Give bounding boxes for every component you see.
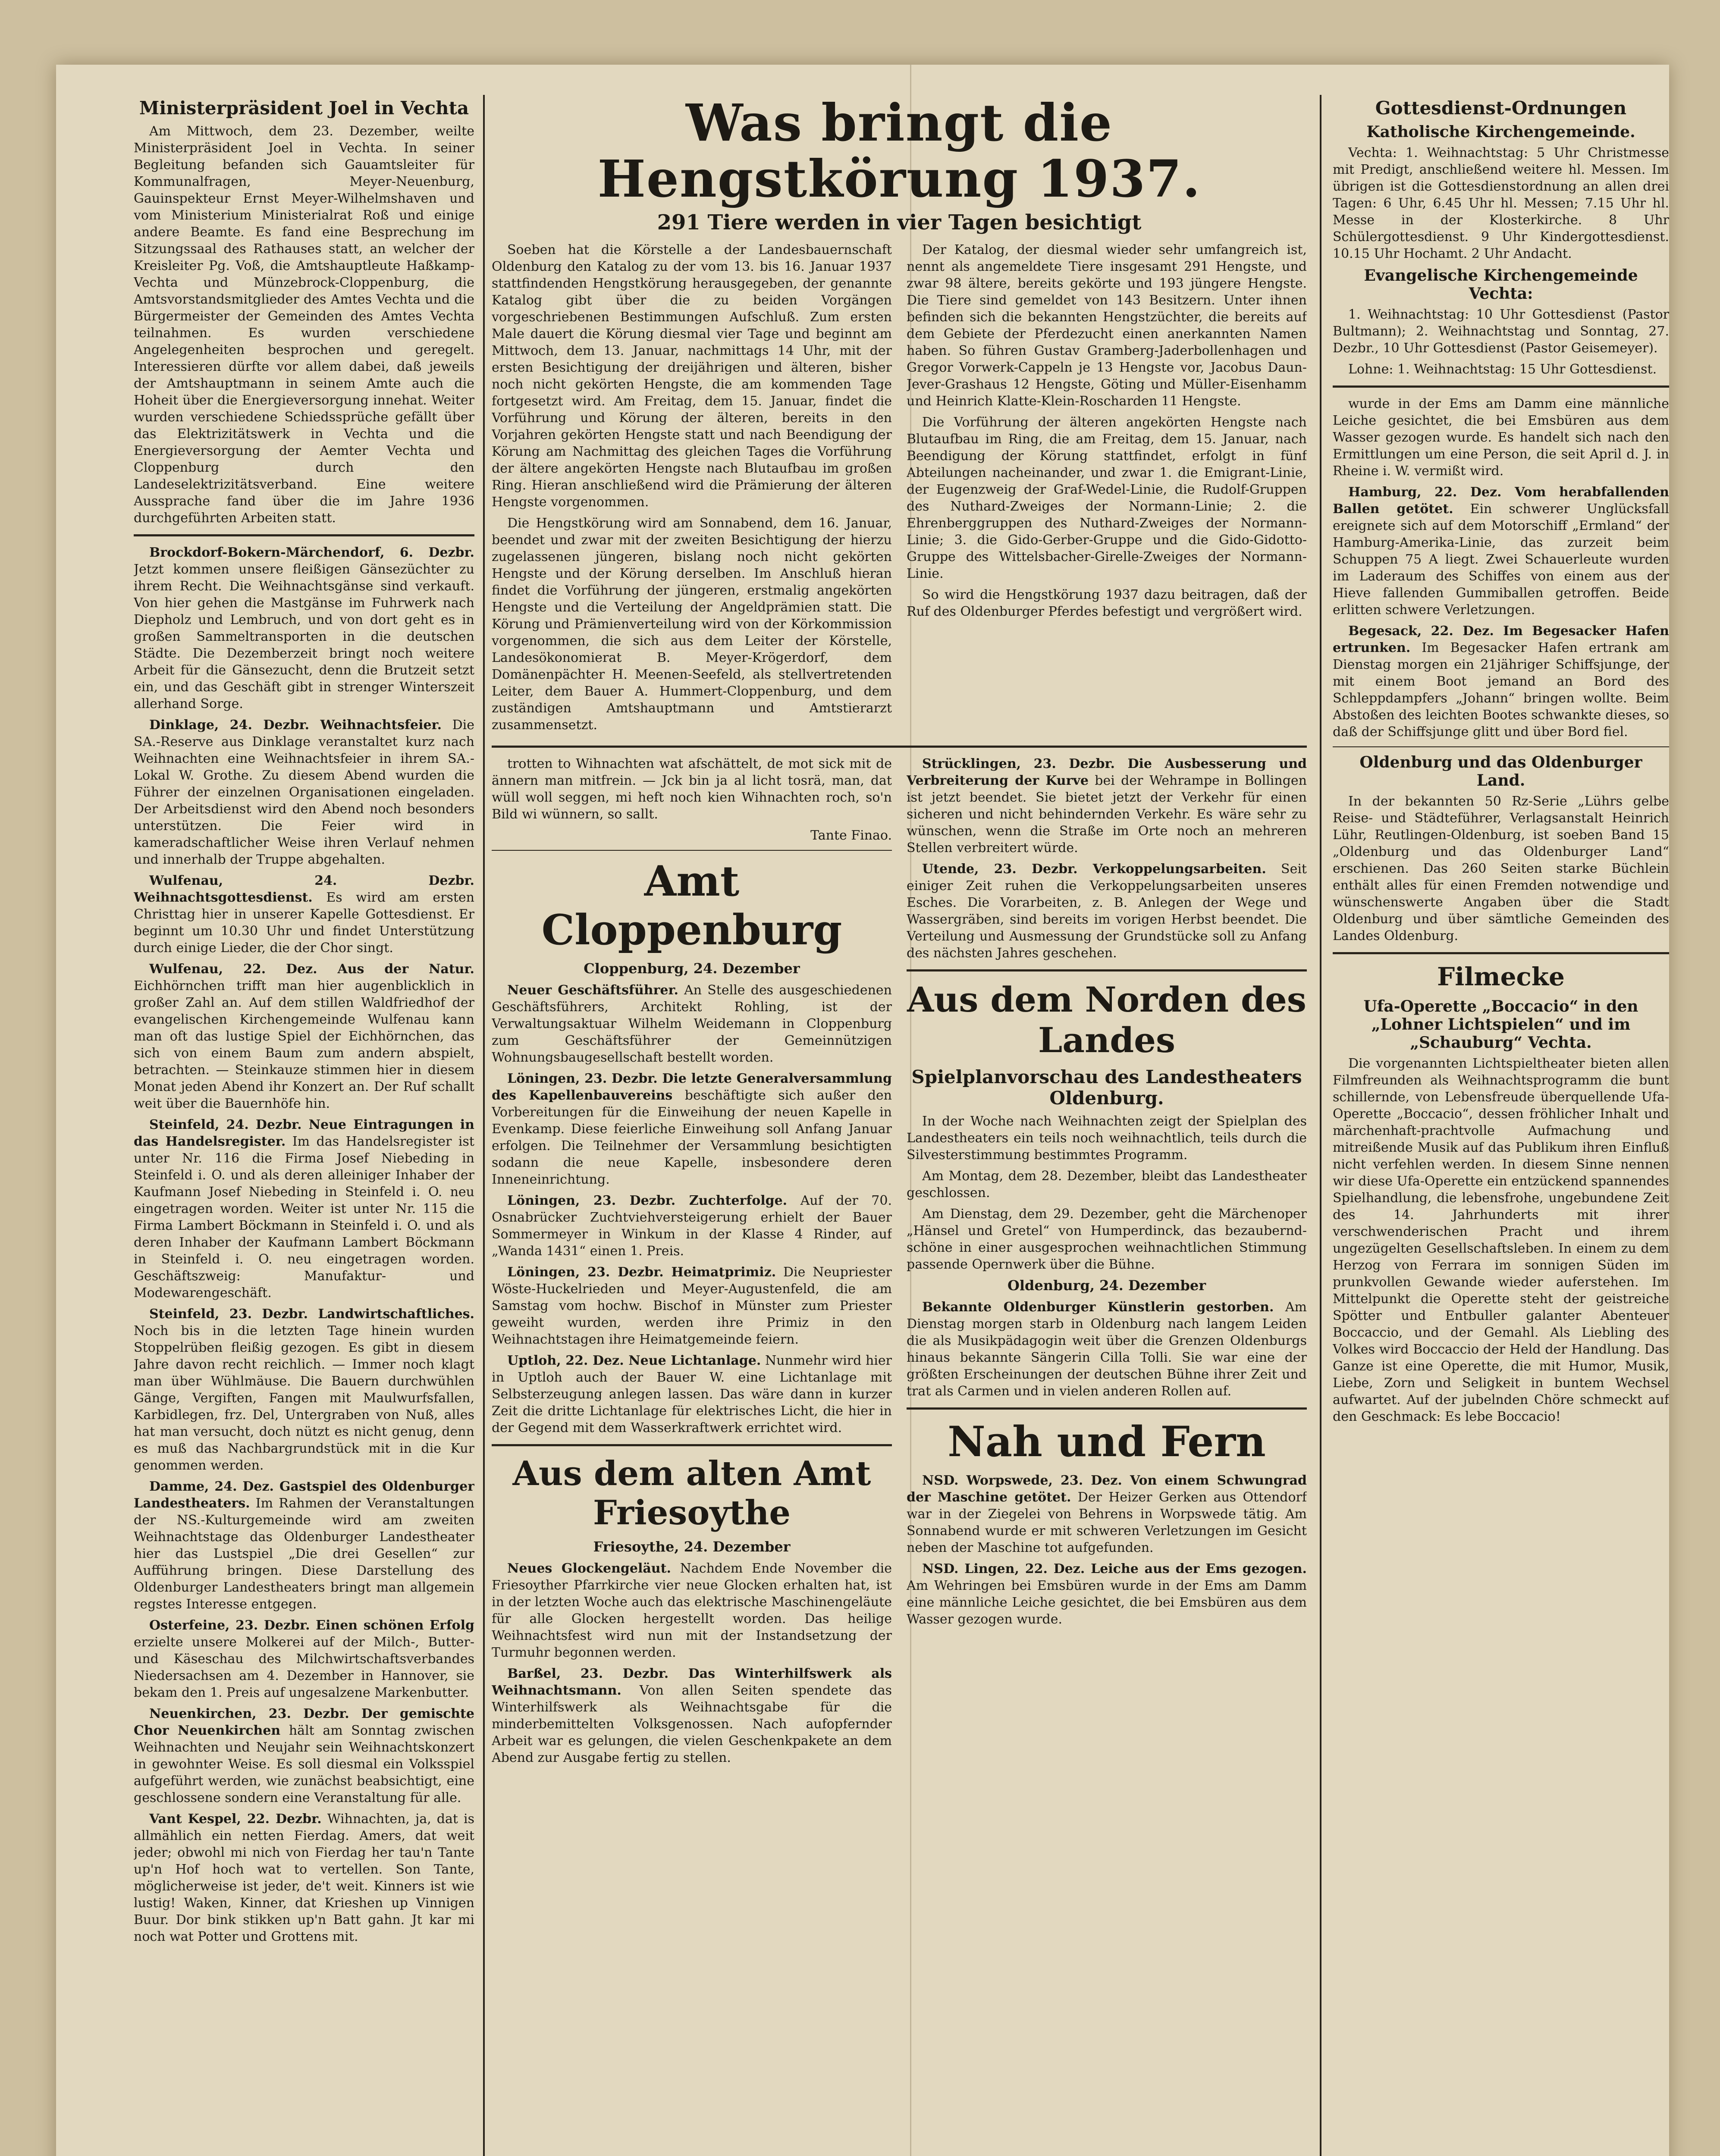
news-item-text: hält am Sonntag zwischen Weihnachten und Neujahr sein Weihnachtskonzert in gewohnter Weise. Es soll diesmal ein Volksspiel aufgeführt werden, wie zunächst beabsichtigt, eine geschlossene sondern eine Veranstaltung für alle. bbox=[134, 1723, 474, 1805]
newspaper-page bbox=[56, 65, 1669, 2156]
news-item-text: Von allen Seiten spendete das Winterhilfswerk als Weihnachtsgabe für die minderbemittelten Volksgenossen. Nach aufopfernder Arbeit war es gelungen, die vielen Geschenkpakete an dem Abend zur Ausgabe fertig zu stellen. bbox=[492, 1683, 892, 1765]
news-item-head: Brockdorf-Bokern-Märchendorf, 6. Dezbr. bbox=[149, 545, 474, 560]
news-item bbox=[492, 982, 892, 1066]
kath-heading: Katholische Kirchengemeinde. bbox=[1366, 123, 1635, 141]
tante-signature: Tante Finao. bbox=[810, 827, 892, 843]
news-item-head: NSD. Worpswede, 23. Dez. Von einem Schwungrad der Maschine getötet. bbox=[907, 1473, 1307, 1505]
news-item-head: Steinfeld, 24. Dezbr. Neue Eintragungen in das Handelsregister. bbox=[134, 1117, 474, 1149]
news-item-text: Die SA.-Reserve aus Dinklage veranstaltet kurz nach Weihnachten eine Weihnachtsfeier in ihrem SA.-Lokal W. Grothe. Zu diesem Abend wurden die Führer der einzelnen Organisationen eingeladen. Der Arbeitsdienst wird den Abend noch besonders unterstützen. Die Feier wird in kameradschaftlicher Weise ihren Verlauf nehmen und innerhalb der Truppe abgehalten. bbox=[134, 718, 474, 867]
oldenburg-item bbox=[907, 1299, 1307, 1400]
news-item-text: Eichhörnchen trifft man hier augenblicklich in großer Zahl an. Auf dem stillen Waldfriedhof der evangelischen Kirchengemeinde Wulfenau kann man oft das lustige Spiel der Eichhörnchen, das sich von einem Baum zum andern abspielt, betrachten. — Steinkauze stimmen hier in diesem Monat jeden Abend ihr Konzert an. Der Ruf schallt weit über die Bauernhöfe hin. bbox=[134, 978, 474, 1111]
oldenburg-date: Oldenburg, 24. Dezember bbox=[1007, 1277, 1206, 1294]
news-item bbox=[1333, 484, 1669, 618]
news-item-head: Begesack, 22. Dez. Im Begesacker Hafen ertrunken. bbox=[1333, 624, 1669, 655]
hengst-para: So wird die Hengstkörung 1937 dazu beitragen, daß der Ruf des Oldenburger Pferdes befestigt und vergrößert wird. bbox=[907, 587, 1307, 619]
divider bbox=[1333, 952, 1669, 954]
news-item-text: Seit einiger Zeit ruhen die Verkoppelungsarbeiten unseres Esches. Die Vorarbeiten, z. B. Anlegen der Wege und Wassergräben, sind bereits im vorigen Herbst beendet. Die Verteilung und Ausmessung der Grundstücke soll zu Anfang des nächsten Jahres geschehen. bbox=[907, 861, 1307, 961]
news-item bbox=[134, 717, 474, 868]
oldenburg-head: Bekannte Oldenburger Künstlerin gestorben. bbox=[922, 1299, 1274, 1315]
main-headline: Was bringt die Hengstkörung 1937. bbox=[597, 95, 1201, 209]
tante-text: trotten to Wihnachten wat afschättelt, de mot sick mit de ännern man mitfrein. — Jck bin ja al licht tosrä, man, dat wüll woll seggen, mi heft noch kien Wihnachten roch, so'n Bild wi wünnern, so sallt. bbox=[492, 756, 892, 822]
news-item-head: Barßel, 23. Dezbr. Das Winterhilfswerk als Weihnachtsmann. bbox=[492, 1666, 892, 1698]
news-item-head: Utende, 23. Dezbr. Verkoppelungsarbeiten. bbox=[922, 861, 1266, 877]
amt-cloppenburg-title: Amt Cloppenburg bbox=[541, 856, 842, 954]
news-item bbox=[134, 872, 474, 956]
filmecke-text: Die vorgenannten Lichtspieltheater bieten allen Filmfreunden als Weihnachtsprogramm die bunt schillernde, von Lebensfreude überquellende Ufa-Operette „Boccacio“, dessen fröhlicher Inhalt und märchenhaft-prachtvolle Aufmachung und mitreißende Musik auf das Publikum ihren Einfluß nicht verfehlen werden. In diesem Sinne nennen wir diese Ufa-Operette ein entzückend spannendes Spielhandlung, die lebensfrohe, ungebundene Zeit des 14. Jahrhunderts mit ihrer verschwenderischen Pracht und ihrem ungezügelten Gesellschaftsleben. In einem zu dem Herzog von Ferrara im sonnigen Süden im prunkvollen Gewande wieder auferstehen. Im Mittelpunkt die Operette steht der geistreiche Spötter und Entbuller galanter Abenteuer Boccaccio, und der Gemahl. Als Liebling des Volkes wird Boccaccio der Held der Handlung. Das Ganze ist eine Operette, die mit Humor, Musik, Liebe, Zorn und Seligkeit in buntem Wechsel aufwartet. Auf der jubelnden Chöre schmeckt auf den Geschmack: Es lebe Boccacio! bbox=[1333, 1056, 1669, 1424]
news-item-text: Im das Handelsregister ist unter Nr. 116 die Firma Josef Niebeding in Steinfeld i. O. und als deren alleiniger Inhaber der Kaufmann Josef Niebeding in Steinfeld i. O. neu eingetragen worden. Weiter ist unter Nr. 115 die Firma Lambert Böckmann in Steinfeld i. O. und als deren Inhaber der Kaufmann Lambert Böckmann in Steinfeld i. O. neu eingetragen worden. Geschäftszweig: Manufaktur- und Modewarengeschäft. bbox=[134, 1134, 474, 1300]
news-item-text: Wihnachten, ja, dat is allmählich ein netten Fierdag. Amers, dat weit jeder; obwohl mi nich von Fierdag her tau'n Tante up'n Hof hoch wat to vertellen. Son Tante, möglicherweise ist jeder, de't weit. Kinners ist wie lustig! Waken, Kinner, dat Krieshen up Vinnigen Buur. Dor bink stikken up'n Batt gahn. Jt kar mi noch wat Potter und Grottens mit. bbox=[134, 1811, 474, 1944]
news-item-head: Neuenkirchen, 23. Dezbr. Der gemischte Chor Neuenkirchen bbox=[134, 1706, 474, 1738]
divider bbox=[134, 534, 474, 536]
divider bbox=[907, 1407, 1307, 1410]
divider bbox=[492, 1444, 892, 1446]
center-column bbox=[492, 95, 1307, 2156]
news-item bbox=[134, 1705, 474, 1806]
news-item bbox=[1333, 623, 1669, 740]
news-item-head: NSD. Lingen, 22. Dez. Leiche aus der Ems gezogen. bbox=[922, 1561, 1307, 1576]
norden-para: Am Montag, dem 28. Dezember, bleibt das Landestheater geschlossen. bbox=[907, 1168, 1307, 1200]
norden-para: In der Woche nach Weihnachten zeigt der Spielplan des Landestheaters ein teils noch weihnachtlich, teils durch die Silvesterstimmung bestimmtes Programm. bbox=[907, 1113, 1307, 1163]
center-lower-b bbox=[907, 755, 1307, 1771]
divider bbox=[1333, 746, 1669, 747]
left-lead: Am Mittwoch, dem 23. Dezember, weilte Ministerpräsident Joel in Vechta. In seiner Begleitung befanden sich Gauamtsleiter für Kommunalfragen, Meyer-Neuenburg, Gauinspekteur Ernst Meyer-Wilhelmshaven und vom Ministerium Ministerialrat Roß und einige andere Beamte. Es fand eine Besprechung im Sitzungssaal des Rathauses statt, an welcher der Kreisleiter Pg. Voß, die Amtshauptleute Haßkamp-Vechta und Münzebrock-Cloppenburg, die Amtsvorstandsmitglieder des Amtes Vechta und die Bürgermeister der Gemeinden des Amtes Vechta teilnahmen. Es wurden verschiedene Angelegenheiten besprochen und geregelt. Interessieren dürfte vor allem dabei, daß jeweils der Amtshauptmann in seinem Amte auch die Hoheit über die Energieversorgung innehat. Weiter wurden verschiedene Schiedssprüche gefällt über das Elektrizitätswerk in Vechta und die Energieversorgung der Aemter Vechta und Cloppenburg durch den Landeselektrizitätsverband. Eine weitere Aussprache fand über die im Jahre 1936 durchgeführten Arbeiten statt. bbox=[134, 124, 474, 526]
news-item-head: Löningen, 23. Dezbr. Zuchterfolge. bbox=[507, 1193, 788, 1208]
news-item-head: Löningen, 23. Dezbr. Heimatprimiz. bbox=[507, 1264, 776, 1280]
news-item bbox=[134, 1116, 474, 1301]
news-item-head: Vant Kespel, 22. Dezbr. bbox=[149, 1811, 322, 1827]
news-item-head: Strücklingen, 23. Dezbr. Die Ausbesserung und Verbreiterung der Kurve bbox=[907, 756, 1307, 788]
ev-text: 1. Weihnachtstag: 10 Uhr Gottesdienst (Pastor Bultmann); 2. Weihnachtstag und Sonntag, 27. Dezbr., 10 Uhr Gottesdienst (Pastor Geisemeyer). bbox=[1333, 307, 1669, 356]
center-lower-a bbox=[492, 755, 892, 1771]
gottesdienst-title: Gottesdienst-Ordnungen bbox=[1375, 97, 1627, 119]
news-item bbox=[134, 544, 474, 712]
news-item-text: Die Neupriester Wöste-Huckelrieden und Meyer-Augustenfeld, die am Samstag vom hochw. Bischof in Münster zum Priester geweiht wurden, werden ihre Primiz in den Weihnachtstagen ihre Heimatgemeinde feiern. bbox=[492, 1264, 892, 1347]
friesoythe-title: Aus dem alten Amt Friesoythe bbox=[512, 1454, 871, 1532]
news-item-head: Damme, 24. Dez. Gastspiel des Oldenburger Landestheaters. bbox=[134, 1479, 474, 1511]
news-item bbox=[907, 861, 1307, 962]
amt-cloppenburg-date: Cloppenburg, 24. Dezember bbox=[584, 960, 800, 977]
news-item-head: Steinfeld, 23. Dezbr. Landwirtschaftliches. bbox=[149, 1307, 474, 1322]
nah-fern-list bbox=[907, 1472, 1307, 1628]
news-item bbox=[492, 1070, 892, 1188]
nah-fern-title: Nah und Fern bbox=[948, 1417, 1266, 1466]
news-item-head: Hamburg, 22. Dez. Vom herabfallenden Ballen getötet. bbox=[1333, 485, 1669, 517]
kalender-heading: Oldenburg und das Oldenburger Land. bbox=[1359, 753, 1642, 790]
news-item-head: Neuer Geschäftsführer. bbox=[507, 982, 678, 998]
hengst-para: Soeben hat die Körstelle a der Landesbauernschaft Oldenburg den Katalog zu der vom 13. bis 16. Januar 1937 stattfindenden Hengstkörung herausgegeben, der genannte Katalog gibt über die zu beiden Vorgängen vorgeschriebenen Bestimmungen Aufschluß. Zum ersten Male dauert die Körung diesmal vier Tage und beginnt am Mittwoch, dem 13. Januar, nachmittags 14 Uhr, mit der ersten Besichtigung der dreijährigen und älteren, bisher noch nicht gekörten Hengste, die am kommenden Tage fortgesetzt wird. Am Freitag, dem 15. Januar, findet die Vorführung und Körung der älteren, bereits in den Vorjahren gekörten Hengste statt und nach Beendigung der Körung am Nachmittag des gleichen Tages die Vorführung der ältere angekörten Hengste nach Blutaufbau im großen Ring. Hieran anschließend wird die Prämierung der älteren Hengste vorgenommen. bbox=[492, 242, 892, 510]
divider bbox=[492, 850, 892, 851]
amt-cloppenburg-list bbox=[492, 982, 892, 1436]
news-item bbox=[907, 1472, 1307, 1556]
news-item bbox=[134, 1306, 474, 1474]
ev-heading: Evangelische Kirchengemeinde Vechta: bbox=[1364, 266, 1638, 303]
news-item-head: Osterfeine, 23. Dezbr. Einen schönen Erfolg bbox=[149, 1618, 474, 1633]
right-news-list bbox=[1333, 395, 1669, 740]
center-lower bbox=[492, 755, 1307, 1771]
kalender-text: In der bekannten 50 Rz-Serie „Lührs gelbe Reise- und Städteführer, Verlagsanstalt Heinrich Lühr, Reutlingen-Oldenburg, ist soeben Band 15 „Oldenburg und das Oldenburger Land“ erschienen. Das 260 Seiten starke Büchlein enthält alles für einen Fremden notwendige und wünschenswerte Angaben über die Stadt Oldenburg und über sämtliche Gemeinden des Landes Oldenburg. bbox=[1333, 794, 1669, 943]
news-item-text: Jetzt kommen unsere fleißigen Gänsezüchter zu ihrem Recht. Die Weihnachtsgänse sind verkauft. Von hier gehen die Mastgänse im Fuhrwerk nach Diepholz und Lembruch, und von dort geht es in großen Sammeltransporten in die deutschen Städte. Die Dezemberzeit bringt noch weitere Arbeit für die Gänsezucht, denn die Brutzeit setzt ein, und das Geschäft gibt in strenger Winterszeit allerhand Sorge. bbox=[134, 562, 474, 711]
news-item bbox=[907, 755, 1307, 856]
divider bbox=[907, 969, 1307, 971]
news-item bbox=[134, 1617, 474, 1701]
news-item bbox=[134, 1478, 474, 1613]
news-item-head: Wulfenau, 22. Dez. Aus der Natur. bbox=[149, 962, 474, 977]
news-item bbox=[907, 1561, 1307, 1628]
news-item bbox=[134, 961, 474, 1112]
news-item-text: Auf der 70. Osnabrücker Zuchtviehversteigerung erhielt der Bauer Sommermeyer in Winkum in der Klasse 4 Rinder, auf „Wanda 1431“ einen 1. Preis. bbox=[492, 1193, 892, 1259]
norden-title: Aus dem Norden des Landes bbox=[907, 979, 1306, 1060]
left-title: Ministerpräsident Joel in Vechta bbox=[139, 97, 469, 119]
news-item-text: Ein schwerer Unglücksfall ereignete sich auf dem Motorschiff „Ermland“ der Hamburg-Amerika-Linie, das zurzeit beim Schuppen 75 A liegt. Zwei Schauerleute wurden im Laderaum des Schiffes von einem aus der Hieve fallenden Gummiballen getroffen. Beide erlitten schwere Verletzungen. bbox=[1333, 501, 1669, 617]
news-item-text: Im Begesacker Hafen ertrank am Dienstag morgen ein 21jähriger Schiffsjunge, der mit einem Boot jemand an Bord des Schleppdampfers „Johann“ bringen wollte. Beim Abstoßen des leichten Bootes schwankte dieses, so daß der Schiffsjunge glitt und über Bord fiel. bbox=[1333, 640, 1669, 740]
divider bbox=[492, 746, 1307, 748]
hengst-col-b bbox=[907, 241, 1307, 738]
news-item-text: Nachdem Ende November die Friesoyther Pfarrkirche vier neue Glocken erhalten hat, ist in der letzten Woche auch das elektrische Maschinengeläute für alle Glocken hergestellt worden. Das heilige Weihnachtsfest wird nun mit der Instandsetzung der Turmuhr begonnen werden. bbox=[492, 1561, 892, 1660]
news-item bbox=[492, 1352, 892, 1436]
filmecke-subtitle: Ufa-Operette „Boccacio“ in den „Lohner Lichtspielen“ und im „Schauburg“ Vechta. bbox=[1363, 997, 1638, 1052]
news-item-text: Am Wehringen bei Emsbüren wurde in der Ems am Damm eine männliche Leiche gesichtet, die bei Emsbüren aus dem Wasser gezogen wurde. bbox=[907, 1578, 1307, 1627]
friesoythe-list bbox=[492, 1560, 892, 1766]
lohne-text: Lohne: 1. Weihnachtstag: 15 Uhr Gottesdienst. bbox=[1348, 362, 1657, 377]
news-item-text: Der Heizer Gerken aus Ottendorf war in der Ziegelei von Behrens in Worpswede tätig. Am Sonnabend wurde er mit schweren Verletzungen im Gesicht neben der Maschine tot aufgefunden. bbox=[907, 1489, 1307, 1555]
news-item-head: Löningen, 23. Dezbr. Die letzte Generalversammlung des Kapellenbauvereins bbox=[492, 1071, 892, 1103]
hengst-col-a bbox=[492, 241, 892, 738]
kath-text: Vechta: 1. Weihnachtstag: 5 Uhr Christmesse mit Predigt, anschließend weitere hl. Messen. Im übrigen ist die Gottesdienstordnung an allen drei Tagen: 6 Uhr, 6.45 Uhr hl. Messen; 7.15 Uhr hl. Messe in der Klosterkirche. 8 Uhr Schülergottesdienst. 9 Uhr Kindergottesdienst. 10.15 Uhr Hochamt. 2 Uhr Andacht. bbox=[1333, 145, 1669, 261]
news-item-text: Noch bis in die letzten Tage hinein wurden Stoppelrüben fleißig gezogen. Es gibt in diesem Jahre davon recht reichlich. — Immer noch klagt man über Wühlmäuse. Die Bauern durchwühlen Gänge, Vergiften, Fangen mit Maulwurfsfallen, Karbidlegen, frz. Del, Untergraben von Nuß, alles hat man versucht, doch nützt es nicht genug, denn es muß das Nachbargrundstück mit in die Kur genommen werden. bbox=[134, 1323, 474, 1473]
hengst-para: Die Hengstkörung wird am Sonnabend, dem 16. Januar, beendet und zwar mit der zweiten Besichtigung der hierzu zugelassenen jüngeren, bislang noch nicht gekörten Hengste und der Körung derselben. Im Anschluß hieran findet die Vorführung der jüngeren, erstmalig angekörten Hengste und die Verteilung der Angeldprämien statt. Die Körung und Prämienverteilung wird von der Körkommission vorgenommen, die sich aus dem Leiter der Körstelle, Landesökonomierat B. Meyer-Krögerdorf, dem Domänenpächter H. Meenen-Seefeld, als stellvertretenden Leiter, dem Bauer A. Hummert-Cloppenburg, und dem zuständigen Amtshauptmann und Amtstierarzt zusammensetzt. bbox=[492, 515, 892, 733]
news-item bbox=[492, 1192, 892, 1260]
divider bbox=[1333, 385, 1669, 388]
news-item-text: beschäftigte sich außer den Vorbereitungen für die Einweihung der neuen Kapelle in Evenkamp. Diese feierliche Einweihung soll Anfang Januar erfolgen. Die Teilnehmer der Versammlung besichtigten sodann die neue Kapelle, insbesondere deren Inneneinrichtung. bbox=[492, 1087, 892, 1187]
left-news-list bbox=[134, 544, 474, 1945]
news-item-text: erzielte unsere Molkerei auf der Milch-, Butter- und Käseschau des Milchwirtschaftsverbandes Niedersachsen am 4. Dezember in Hannover, sie bekam den 1. Preis auf ungesalzene Markenbutter. bbox=[134, 1635, 474, 1700]
column-rule-left bbox=[483, 95, 485, 2156]
filmecke-title: Filmecke bbox=[1437, 962, 1565, 991]
column-rule-right bbox=[1320, 95, 1321, 2156]
news-item bbox=[492, 1560, 892, 1661]
news-item-text: Es wird am ersten Christtag hier in unserer Kapelle Gottesdienst. Er beginnt um 10.30 Uhr und findet Unterstützung durch einige Lieder, die der Chor singt. bbox=[134, 890, 474, 956]
news-item bbox=[134, 1811, 474, 1945]
news-item-head: Wulfenau, 24. Dezbr. Weihnachtsgottesdienst. bbox=[134, 873, 474, 905]
news-item-text: An Stelle des ausgeschiedenen Geschäftsführers, Architekt Rohling, ist der Verwaltungsaktuar Wilhelm Weidemann in Cloppenburg zum Geschäftsführer der Gemeinnützigen Wohnungsbaugesellschaft bestellt worden. bbox=[492, 982, 892, 1065]
hengst-article bbox=[492, 241, 1307, 738]
news-item-text: wurde in der Ems am Damm eine männliche Leiche gesichtet, die bei Emsbüren aus dem Wasser gezogen wurde. Es handelt sich nach den Ermittlungen um eine Person, die seit April d. J. in Rheine i. W. vermißt wird. bbox=[1333, 396, 1669, 479]
news-item-head: Dinklage, 24. Dezbr. Weihnachtsfeier. bbox=[149, 718, 442, 733]
news-item-text: Im Rahmen der Veranstaltungen der NS.-Kulturgemeinde wird am zweiten Weihnachtstage das Oldenburger Landestheater hier das Lustspiel „Die drei Gesellen“ zur Aufführung bringen. Diese Darstellung des Oldenburger Landestheaters bringt man allgemein regstes Interesse entgegen. bbox=[134, 1496, 474, 1612]
news-item-text: bei der Wehrampe in Bollingen ist jetzt beendet. Sie bietet jetzt der Verkehr für einen sicheren und nicht behindernden Verkehr. Es wäre sehr zu wünschen, wenn die Straße im Orte noch an mehreren Stellen verbreitert würde. bbox=[907, 773, 1307, 856]
hengst-para: Die Vorführung der älteren angekörten Hengste nach Blutaufbau im Ring, die am Freitag, dem 15. Januar, nach Beendigung der Körung stattfindet, erfolgt in fünf Abteilungen nacheinander, und zwar 1. die Emigrant-Linie, der Eugenzweig der Graf-Wedel-Linie, die Rudolf-Gruppen des Nuthard-Zweiges der Normann-Linie; 2. die Ehrenberggruppen des Nuthard-Zweiges der Normann-Linie; 3. die Gido-Gerber-Gruppe und die Gido-Gidotto-Gruppe des Wittelsbacher-Girelle-Zweiges der Normann-Linie. bbox=[907, 414, 1307, 581]
left-column bbox=[134, 95, 474, 2156]
friesoythe-date: Friesoythe, 24. Dezember bbox=[593, 1538, 791, 1555]
right-column bbox=[1333, 95, 1669, 2156]
news-item-head: Uptloh, 22. Dez. Neue Lichtanlage. bbox=[507, 1353, 761, 1368]
oldenburg-text: Am Dienstag morgen starb in Oldenburg nach langem Leiden die als Musikpädagogin weit über die Grenzen Oldenburgs hinaus bekannte Sängerin Cilla Tolli. Sie war eine der größten Erscheinungen der deutschen Bühne ihrer Zeit und trat als Carmen und in vielen anderen Rollen auf. bbox=[907, 1299, 1307, 1399]
news-item bbox=[492, 1264, 892, 1348]
main-subheadline: 291 Tiere werden in vier Tagen besichtigt bbox=[657, 210, 1142, 235]
news-item bbox=[1333, 395, 1669, 479]
norden-subtitle: Spielplanvorschau des Landestheaters Oldenburg. bbox=[911, 1066, 1302, 1109]
news-item-head: Neues Glockengeläut. bbox=[507, 1561, 671, 1576]
hengst-para: Der Katalog, der diesmal wieder sehr umfangreich ist, nennt als angemeldete Tiere insgesamt 291 Hengste, und zwar 98 ältere, bereits gekörte und 193 jüngere Hengste. Die Tiere sind gemeldet von 143 Besitzern. Unter ihnen befinden sich die bekannten Hengstzüchter, die bereits auf dem Gebiete der Pferdezucht einen anerkannten Namen haben. So führen Gustav Gramberg-Jaderbollenhagen und Gregor Vorwerk-Cappeln je 13 Hengste vor, Jacobus Daun-Jever-Grashaus 12 Hengste, Göting und Müller-Eisenhamm und Heinrich Klatte-Klein-Roscharden 11 Hengste. bbox=[907, 242, 1307, 409]
norden-para: Am Dienstag, dem 29. Dezember, geht die Märchenoper „Hänsel und Gretel“ von Humperdinck, das bezaubernd-schöne in einer ausgesprochen weihnachtlichen Stimmung passende Opernwerk über die Bühne. bbox=[907, 1206, 1307, 1272]
news-item-text: Nunmehr wird hier in Uptloh auch der Bauer W. eine Lichtanlage mit Selbsterzeugung anlegen lassen. Das wäre dann in kurzer Zeit die dritte Lichtanlage für elektrisches Licht, die hier in der Gegend mit dem Wasserkraftwerk errichtet wird. bbox=[492, 1353, 892, 1435]
news-item bbox=[492, 1665, 892, 1766]
center-right-news bbox=[907, 755, 1307, 962]
